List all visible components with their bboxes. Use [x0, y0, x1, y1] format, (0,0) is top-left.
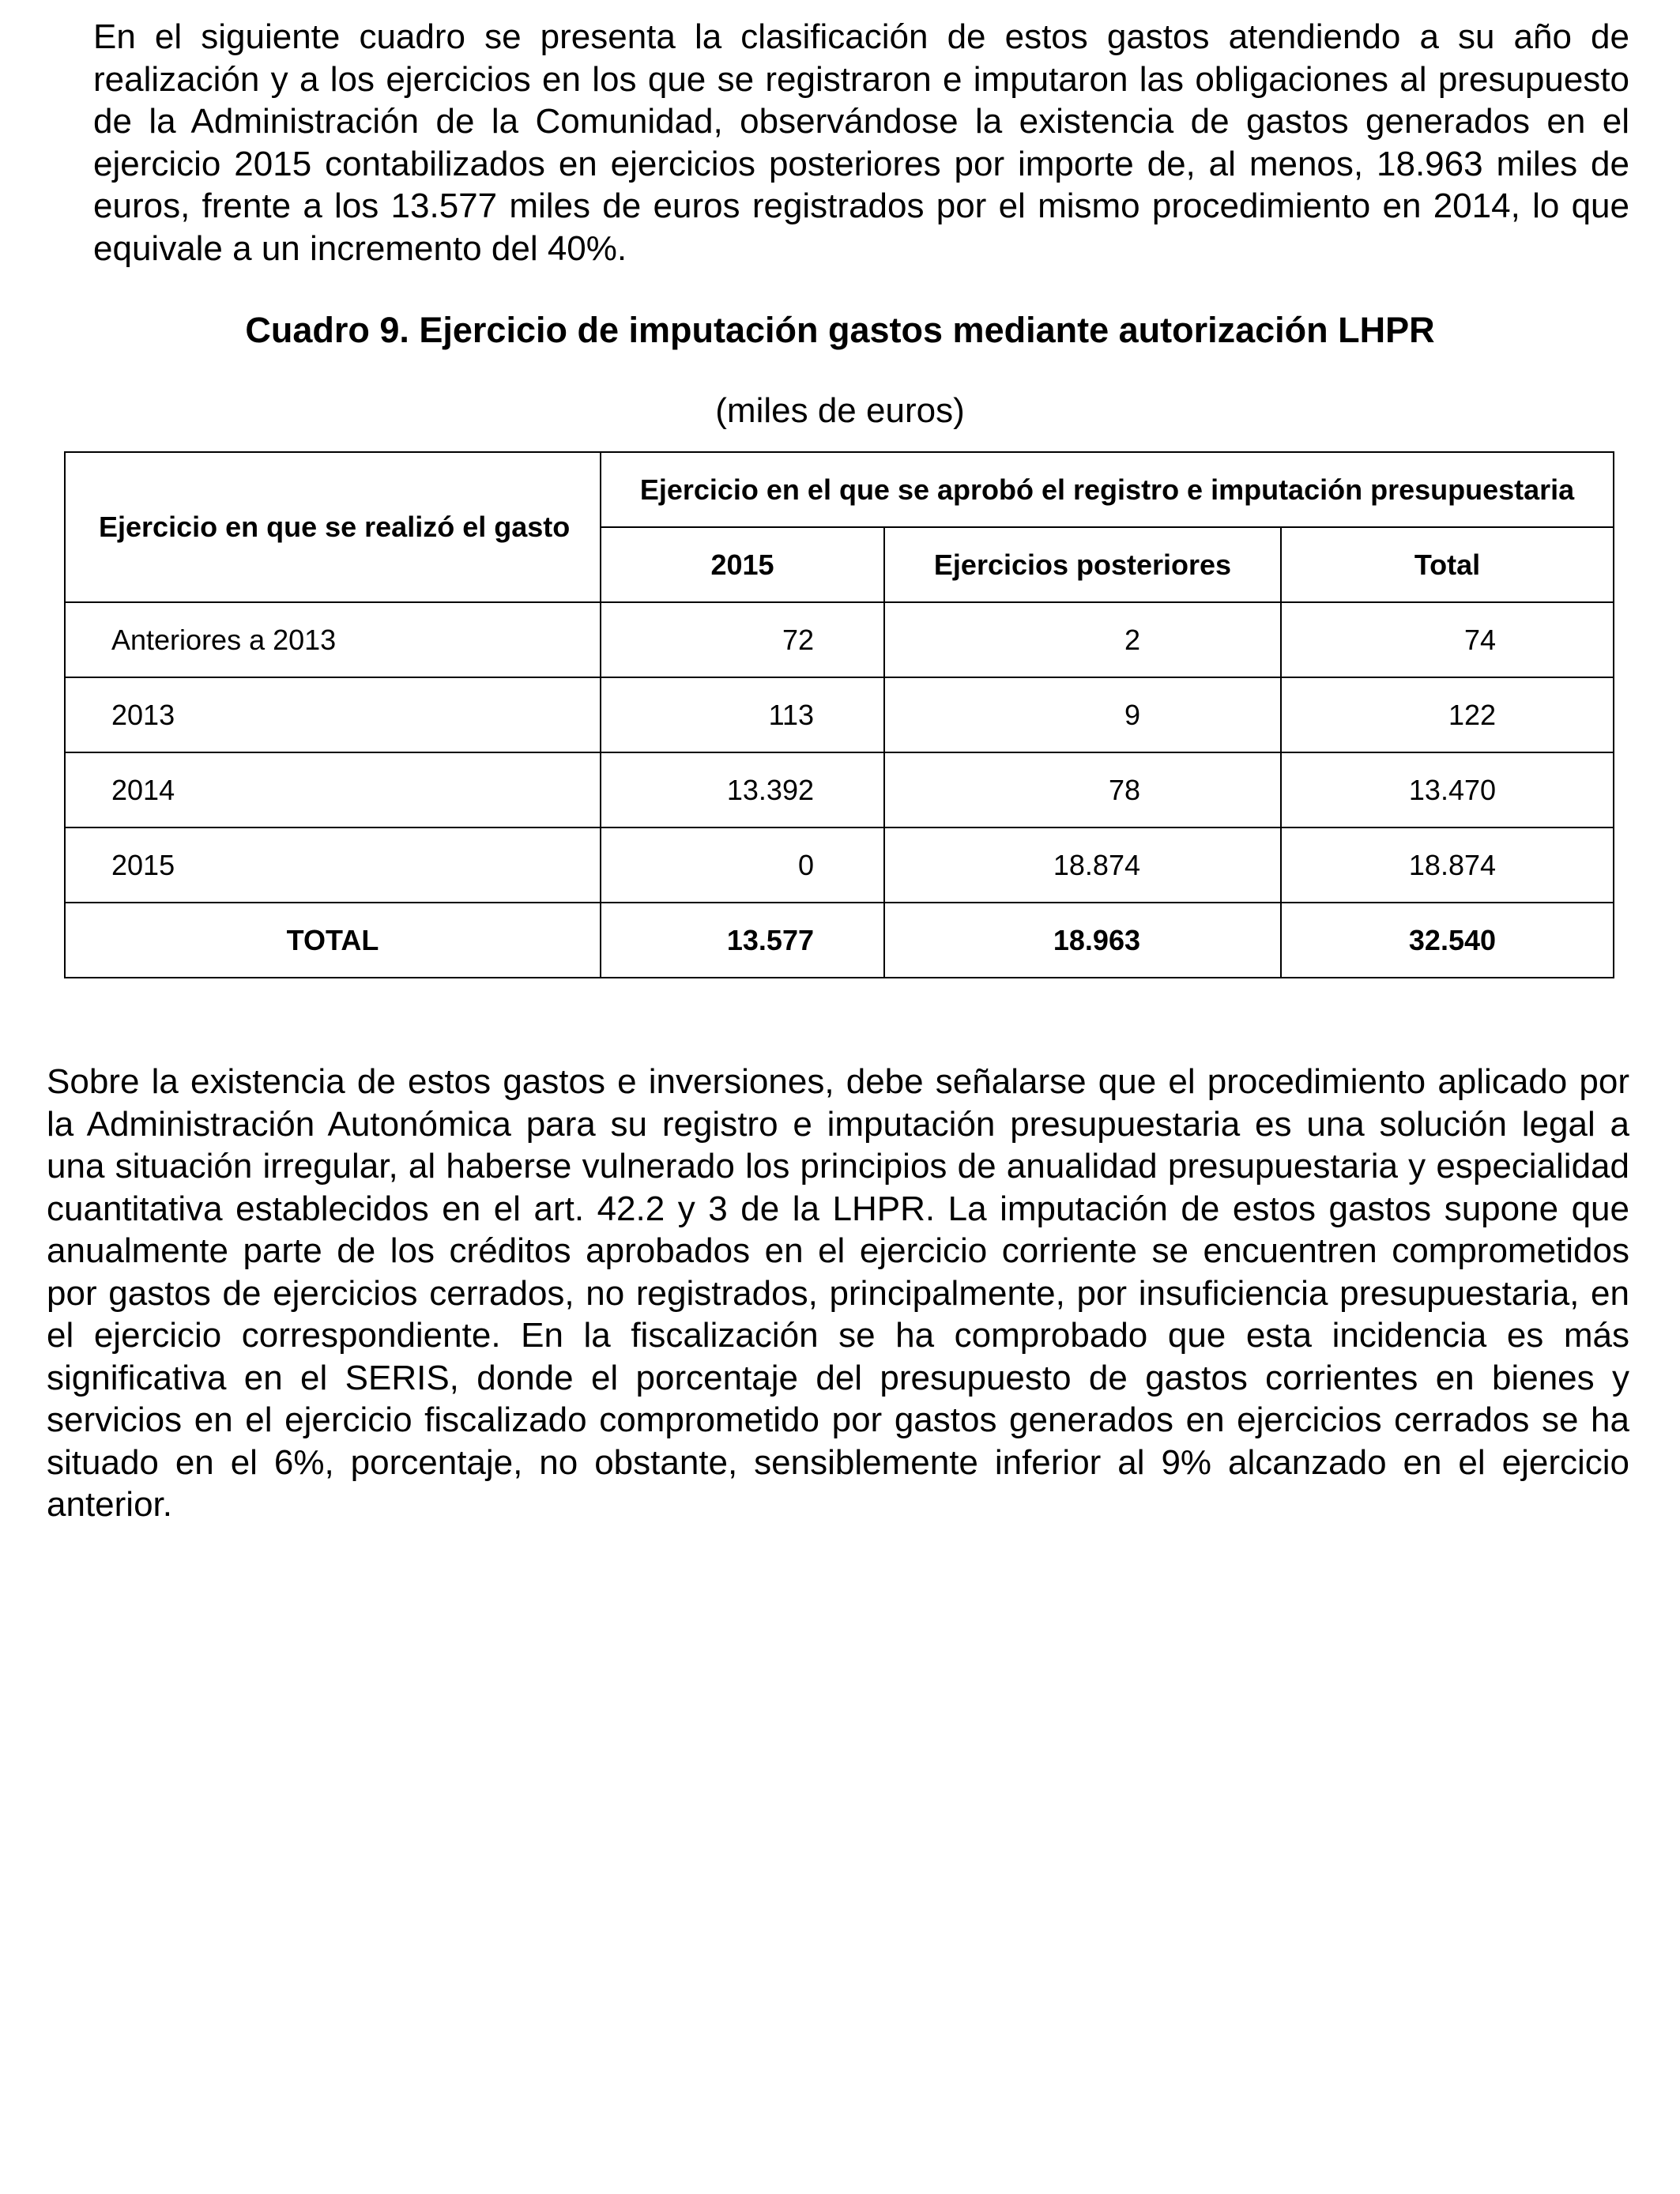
total-row [65, 903, 1614, 978]
row-label: Anteriores a 2013 [65, 602, 601, 677]
table-row [65, 602, 1614, 677]
table-title: Cuadro 9. Ejercicio de imputación gastos mediante autorización LHPR [245, 310, 1435, 350]
total-total: 32.540 [1281, 903, 1614, 978]
cell-2015: 13.392 [601, 752, 884, 827]
total-later-years: 18.963 [884, 903, 1281, 978]
cell-later-years: 2 [884, 602, 1281, 677]
table-units: (miles de euros) [715, 391, 965, 430]
cell-total: 122 [1281, 677, 1614, 752]
cell-later-years: 78 [884, 752, 1281, 827]
table-row [65, 677, 1614, 752]
group-header-cell: Ejercicio en el que se aprobó el registro e imputación presupuestaria [601, 452, 1614, 527]
row-label: 2013 [65, 677, 601, 752]
table-row [65, 752, 1614, 827]
total-label: TOTAL [65, 903, 601, 978]
column-header-total: Total [1281, 527, 1614, 602]
cell-2015: 113 [601, 677, 884, 752]
column-header-2015: 2015 [601, 527, 884, 602]
cell-2015: 0 [601, 827, 884, 903]
row-header-cell: Ejercicio en que se realizó el gasto [65, 452, 601, 602]
table-header-row [65, 452, 1614, 527]
closing-paragraph: Sobre la existencia de estos gastos e inversiones, debe señalarse que el procedimiento aplicado por la Administración Autonómica para su registro e imputación presupuestaria es una solución legal a una situación irregular, al haberse vulnerado los principios de anualidad presupuestaria y especialidad cuantitativa establecidos en el art. 42.2 y 3 de la LHPR. La imputación de estos gastos supone que anualmente parte de los créditos aprobados en el ejercicio corriente se encuentren comprometidos por gastos de ejercicios cerrados, no registrados, principalmente, por insuficiencia presupuestaria, en el ejercicio correspondiente. En la fiscalización se ha comprobado que esta incidencia es más significativa en el SERIS, donde el porcentaje del presupuesto de gastos corrientes en bienes y servicios en el ejercicio fiscalizado comprometido por gastos generados en ejercicios cerrados se ha situado en el 6%, porcentaje, no obstante, sensiblemente inferior al 9% alcanzado en el ejercicio anterior. [47, 1062, 1629, 1524]
row-label: 2015 [65, 827, 601, 903]
cell-2015: 72 [601, 602, 884, 677]
column-header-later-years: Ejercicios posteriores [884, 527, 1281, 602]
cell-total: 74 [1281, 602, 1614, 677]
cell-total: 13.470 [1281, 752, 1614, 827]
table-row [65, 827, 1614, 903]
cell-later-years: 18.874 [884, 827, 1281, 903]
intro-paragraph: En el siguiente cuadro se presenta la clasificación de estos gastos atendiendo a su año de realización y a los ejercicios en los que se registraron e imputaron las obligaciones al presupuesto de la Administración de la Comunidad, observándose la existencia de gastos generados en el ejercicio 2015 contabilizados en ejercicios posteriores por importe de, al menos, 18.963 miles de euros, frente a los 13.577 miles de euros registrados por el mismo procedimiento en 2014, lo que equivale a un incremento del 40%. [93, 17, 1629, 268]
cell-later-years: 9 [884, 677, 1281, 752]
cell-total: 18.874 [1281, 827, 1614, 903]
row-label: 2014 [65, 752, 601, 827]
expense-table [64, 451, 1614, 978]
total-2015: 13.577 [601, 903, 884, 978]
